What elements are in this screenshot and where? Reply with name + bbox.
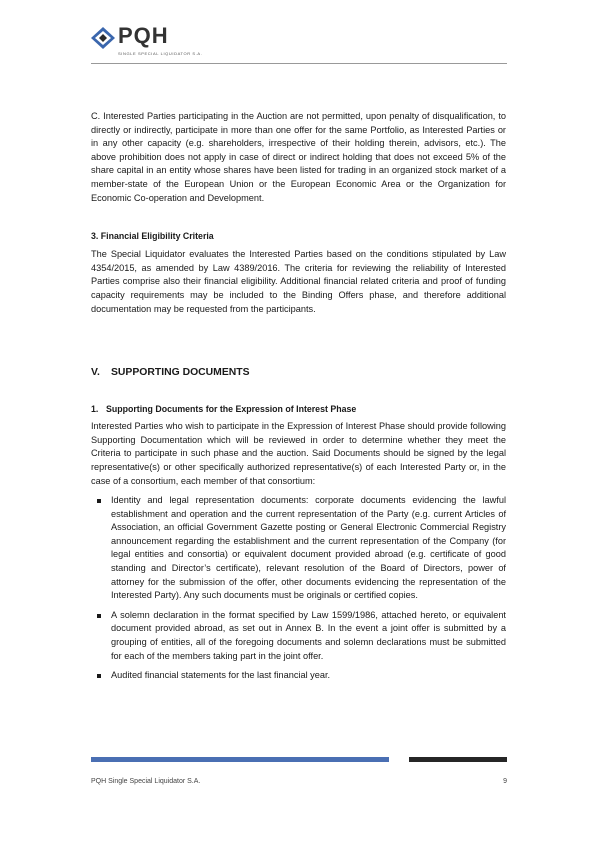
footer-company: PQH Single Special Liquidator S.A. [91,778,201,785]
section-title: SUPPORTING DOCUMENTS [111,367,250,379]
list-item [91,669,506,683]
list-item-text: A solemn declaration in the format specified by Law 1599/1986, attached hereto, or equivalent document provided abroad, as set out in Annex B. In the event a joint offer is submitted by a grouping of entities, all of the foregoing documents and solemn declarations must be submitted for each of the members taking part in the joint offer. [111,609,506,661]
page-header [91,22,507,66]
subsection-number: 1. [91,404,99,415]
pqh-diamond-icon [91,27,115,49]
logo-subtext: SINGLE SPECIAL LIQUIDATOR S.A. [118,51,203,56]
list-item-text: Audited financial statements for the last financial year. [111,670,331,681]
paragraph-c: C. Interested Parties participating in the Auction are not permitted, upon penalty of disqualification, to directly or indirectly, participate in more than one offer for the same Portfolio, as Interested Parties or in any other capacity (e.g. shareholders, irrespective of their holding therein, advisors, etc.). The above prohibition does not apply in case of direct or indirect holding that does not exceed 5% of the share capital in an entity whose shares have been listed for trading in an organized stock market of a member-state of the European Union or the European Economic Area or the Organization for Economic Co-operation and Development. [91,111,506,203]
list-item-text: Identity and legal representation documents: corporate documents evidencing the lawful establishment and operation and the current representation of the Party (e.g. current Articles of Association, an official Government Gazette posting or General Electronic Commercial Registry announcement regarding the establishment and the current representation of the Company (for legal entities and consortia) or equivalent document provided abroad (e.g. certificate of good standing and Director’s certificate), relevant resolution of the Board of Directors, power of attorney for the submission of the offer, other documents evidencing the representation of the Interested Party). Any such documents must be originals or certified copies. [111,495,506,601]
supporting-docs-paragraph: Interested Parties who wish to participate in the Expression of Interest Phase should provide following Supporting Documentation which will be reviewed in order to determine whether they meet the Criteria to participate in such phase and the auction. Said Documents should be signed by the legal representative(s) or other specifically authorized representative(s) of each Interested Party or, in the case of a consortium, each member of that consortium: [91,421,506,486]
footer-bar-blue [91,757,389,762]
subsection-heading [91,403,506,415]
bullet-icon [97,499,101,503]
pqh-logo [91,24,231,62]
section-number: V. [91,367,100,379]
logo-text: PQH [118,23,169,48]
supporting-docs-list [91,494,506,683]
list-item [91,494,506,603]
financial-criteria-heading: 3. Financial Eligibility Criteria [91,231,214,242]
header-divider [91,63,507,64]
bullet-icon [97,614,101,618]
section-heading [91,366,506,379]
footer-bar-dark [409,757,507,762]
bullet-icon [97,674,101,678]
page-content [91,110,506,689]
list-item [91,609,506,663]
page-number: 9 [503,778,507,785]
financial-criteria-paragraph: The Special Liquidator evaluates the Interested Parties based on the conditions stipulated by Law 4354/2015, as amended by Law 4389/2016. The criteria for reviewing the reliability of Interested Parties comprise also their financial eligibility. Additional financial related criteria and proof of funding capacity requirements may be included to the Binding Offers phase, and therefore additional documentation may be requested from the participants. [91,249,506,314]
subsection-title: Supporting Documents for the Expression of Interest Phase [106,404,357,415]
